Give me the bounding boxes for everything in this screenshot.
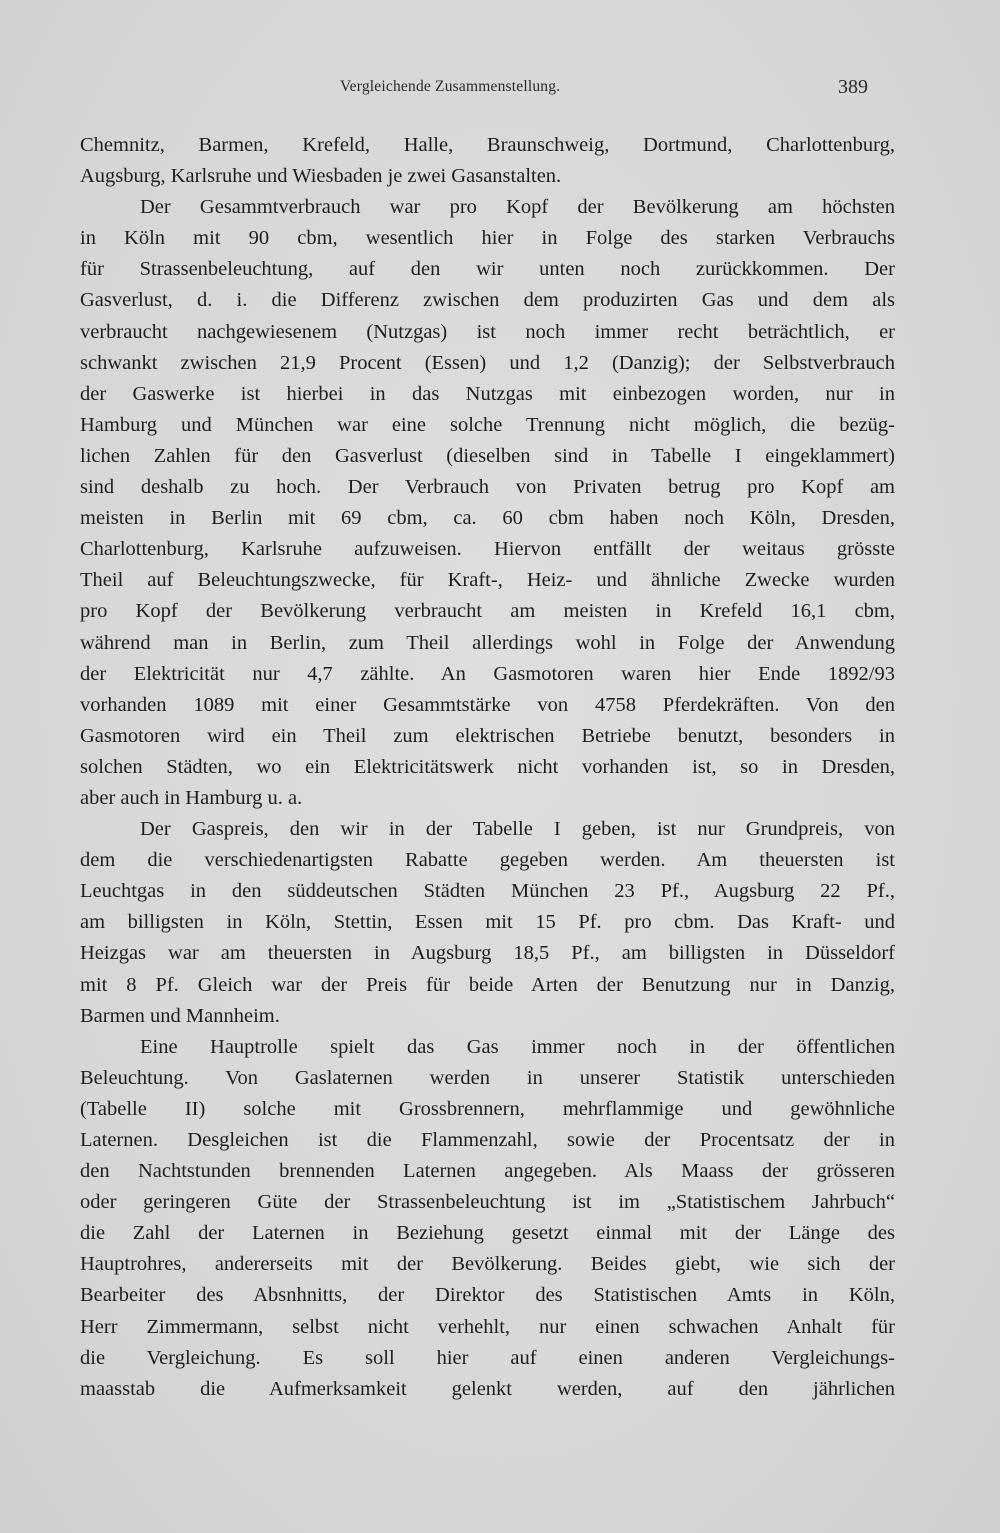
text-line: Bearbeiter des Absnhnitts, der Direktor des Statistischen Amts in Köln, xyxy=(80,1284,895,1307)
text-line: pro Kopf der Bevölkerung verbraucht am meisten in Krefeld 16,1 cbm, xyxy=(80,600,895,623)
text-line: dem die verschiedenartigsten Rabatte gegeben werden. Am theuersten ist xyxy=(80,849,895,872)
text-line: den Nachtstunden brennenden Laternen angegeben. Als Maass der grösseren xyxy=(80,1160,895,1183)
text-line: Augsburg, Karlsruhe und Wiesbaden je zwei Gasanstalten. xyxy=(80,165,562,188)
text-line: lichen Zahlen für den Gasverlust (dieselben sind in Tabelle I eingeklammert) xyxy=(80,444,895,467)
text-line: (Tabelle II) solche mit Grossbrennern, mehrflammige und gewöhnliche xyxy=(80,1097,895,1120)
text-line: während man in Berlin, zum Theil allerdings wohl in Folge der Anwendung xyxy=(80,631,895,654)
text-line: Charlottenburg, Karlsruhe aufzuweisen. Hiervon entfällt der weitaus grösste xyxy=(80,538,895,561)
text-line: Gasverlust, d. i. die Differenz zwischen dem produzirten Gas und dem als xyxy=(80,289,895,312)
text-line: die Vergleichung. Es soll hier auf einen anderen Vergleichungs- xyxy=(80,1346,895,1369)
text-line: mit 8 Pf. Gleich war der Preis für beide Arten der Benutzung nur in Danzig, xyxy=(80,973,895,996)
text-line: Hauptrohres, andererseits mit der Bevölkerung. Beides giebt, wie sich der xyxy=(80,1253,895,1276)
text-line: verbraucht nachgewiesenem (Nutzgas) ist noch immer recht beträchtlich, er xyxy=(80,320,895,343)
running-head: Vergleichende Zusammenstellung. xyxy=(340,78,561,95)
text-line: meisten in Berlin mit 69 cbm, ca. 60 cbm haben noch Köln, Dresden, xyxy=(80,507,895,530)
text-line: Theil auf Beleuchtungszwecke, für Kraft-, Heiz- und ähnliche Zwecke wurden xyxy=(80,569,895,592)
text-line: maasstab die Aufmerksamkeit gelenkt werden, auf den jährlichen xyxy=(80,1377,895,1400)
text-line: sind deshalb zu hoch. Der Verbrauch von Privaten betrug pro Kopf am xyxy=(80,476,895,499)
text-line: schwankt zwischen 21,9 Procent (Essen) und 1,2 (Danzig); der Selbstverbrauch xyxy=(80,351,895,374)
text-line: Heizgas war am theuersten in Augsburg 18,5 Pf., am billigsten in Düsseldorf xyxy=(80,942,895,965)
text-line: am billigsten in Köln, Stettin, Essen mit 15 Pf. pro cbm. Das Kraft- und xyxy=(80,911,895,934)
text-line: Hamburg und München war eine solche Trennung nicht möglich, die bezüg- xyxy=(80,413,895,436)
text-line: oder geringeren Güte der Strassenbeleuchtung ist im „Statistischem Jahrbuch“ xyxy=(80,1191,895,1214)
text-line: Der Gesammtverbrauch war pro Kopf der Bevölkerung am höchsten xyxy=(140,196,895,219)
text-line: Gasmotoren wird ein Theil zum elektrischen Betriebe benutzt, besonders in xyxy=(80,724,895,747)
text-line: Barmen und Mannheim. xyxy=(80,1004,280,1027)
text-line: Chemnitz, Barmen, Krefeld, Halle, Braunschweig, Dortmund, Charlottenburg, xyxy=(80,134,895,156)
text-line: aber auch in Hamburg u. a. xyxy=(80,786,303,809)
text-line: die Zahl der Laternen in Beziehung gesetzt einmal mit der Länge des xyxy=(80,1222,895,1245)
text-line: in Köln mit 90 cbm, wesentlich hier in Folge des starken Verbrauchs xyxy=(80,227,895,250)
text-line: der Elektricität nur 4,7 zählte. An Gasmotoren waren hier Ende 1892/93 xyxy=(80,662,895,685)
text-line: für Strassenbeleuchtung, auf den wir unten noch zurückkommen. Der xyxy=(80,258,895,281)
text-line: Beleuchtung. Von Gaslaternen werden in unserer Statistik unterschieden xyxy=(80,1066,895,1089)
text-line: Laternen. Desgleichen ist die Flammenzahl, sowie der Procentsatz der in xyxy=(80,1129,895,1151)
text-line: Leuchtgas in den süddeutschen Städten München 23 Pf., Augsburg 22 Pf., xyxy=(80,880,895,903)
text-line: Der Gaspreis, den wir in der Tabelle I geben, ist nur Grundpreis, von xyxy=(140,818,895,841)
text-line: solchen Städten, wo ein Elektricitätswerk nicht vorhanden ist, so in Dresden, xyxy=(80,755,895,778)
page-number: 389 xyxy=(838,76,868,98)
body-text xyxy=(80,130,895,1405)
text-line: der Gaswerke ist hierbei in das Nutzgas mit einbezogen worden, nur in xyxy=(80,382,895,405)
text-line: Herr Zimmermann, selbst nicht verhehlt, nur einen schwachen Anhalt für xyxy=(80,1315,895,1338)
text-line: vorhanden 1089 mit einer Gesammtstärke von 4758 Pferdekräften. Von den xyxy=(80,693,895,716)
text-line: Eine Hauptrolle spielt das Gas immer noch in der öffentlichen xyxy=(140,1035,895,1058)
